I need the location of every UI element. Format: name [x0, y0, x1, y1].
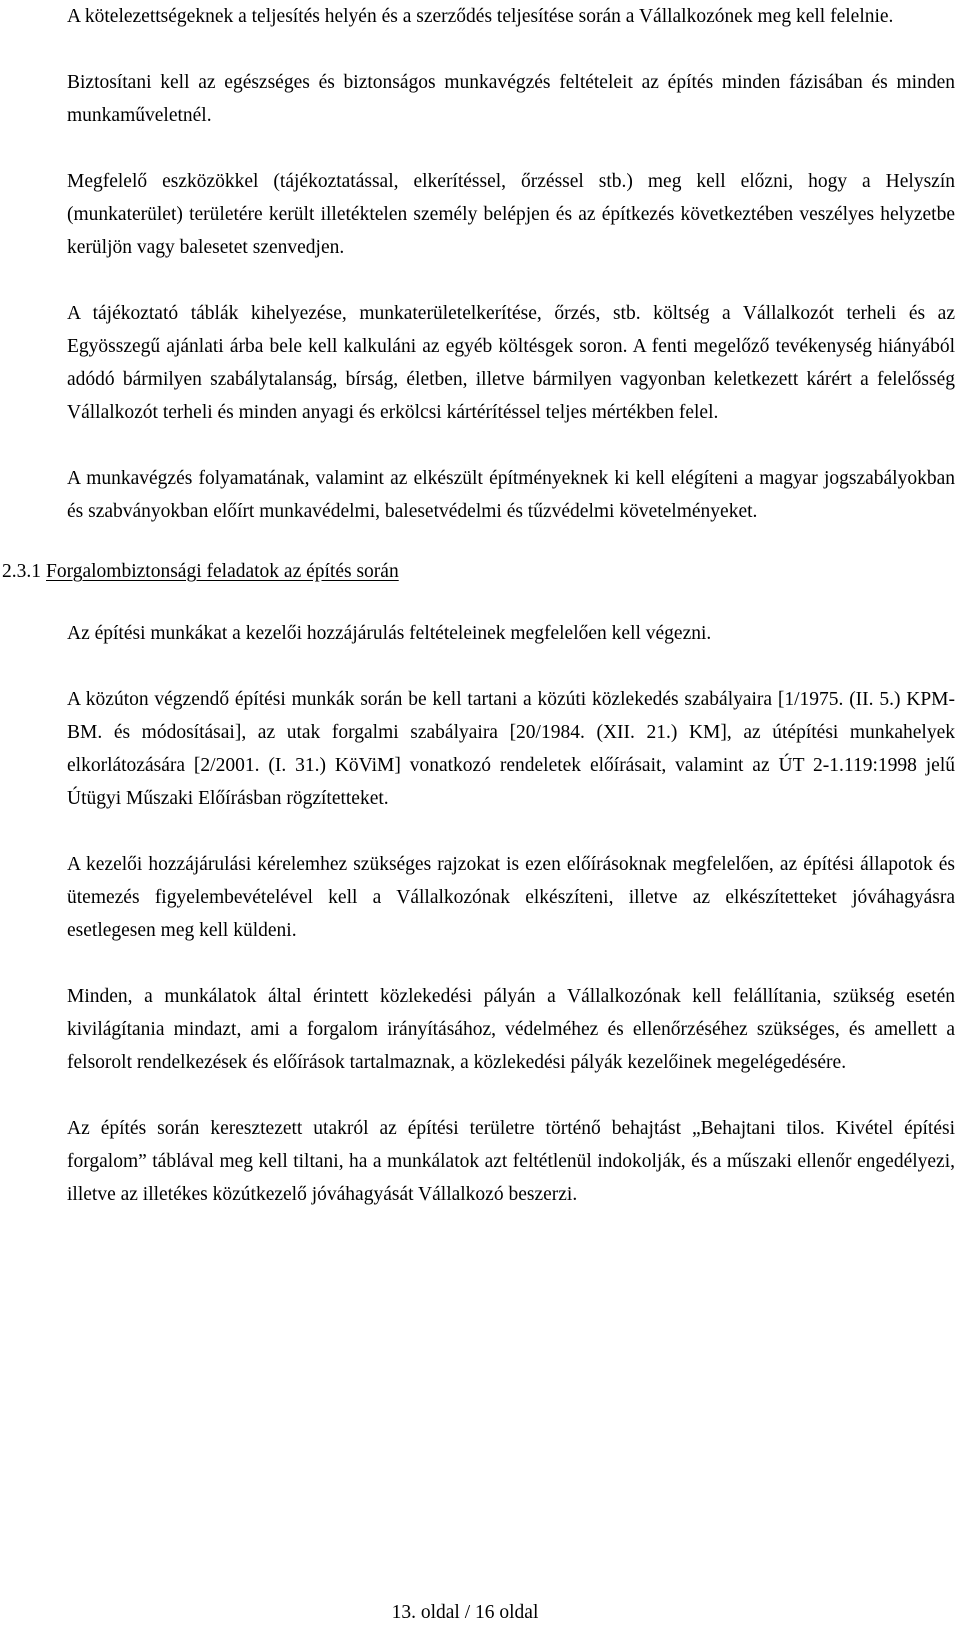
section-number: 2.3.1 [2, 561, 41, 582]
paragraph: Minden, a munkálatok által érintett közlekedési pályán a Vállalkozónak kell felállítania, szükség esetén kivilágítania mindazt, ami a forgalom irányításához, védelméhez és ellenőrzéséhez szükséges, és amellett a felsorolt rendelkezések és előírások tartalmaznak, a közlekedési pályák kezelőinek megelégedésére. [67, 986, 955, 1073]
section-title: Forgalombiztonsági feladatok az építés során [46, 561, 399, 582]
paragraph: A munkavégzés folyamatának, valamint az elkészült építményeknek ki kell elégíteni a magyar jogszabályokban és szabványokban előírt munkavédelmi, balesetvédelmi és tűzvédelmi követelményeket. [67, 468, 955, 522]
paragraph: Az építési munkákat a kezelői hozzájárulás feltételeinek megfelelően kell végezni. [67, 623, 712, 644]
paragraph: Megfelelő eszközökkel (tájékoztatással, elkerítéssel, őrzéssel stb.) meg kell előzni, hogy a Helyszín (munkaterület) területére került illetéktelen személy belépjen és az építkezés következtében veszélyes helyzetbe kerüljön vagy balesetet szenvedjen. [67, 171, 955, 258]
section-heading [0, 555, 955, 588]
paragraph: A közúton végzendő építési munkák során be kell tartani a közúti közlekedés szabályaira [1/1975. (II. 5.) KPM-BM. és módosításai], az utak forgalmi szabályaira [20/1984. (XII. 21.) KM], az útépítési munkahelyek elkorlátozására [2/2001. (I. 31.) KöViM] vonatkozó rendeletek előírásait, valamint az ÚT 2-1.119:1998 jelű Útügyi Műszaki Előírásban rögzítetteket. [67, 689, 955, 809]
paragraph: Biztosítani kell az egészséges és biztonságos munkavégzés feltételeit az építés minden fázisában és minden munkaműveletnél. [67, 72, 955, 126]
paragraph: Az építés során keresztezett utakról az építési területre történő behajtást „Behajtani tilos. Kivétel építési forgalom” táblával meg kell tiltani, ha a munkálatok azt feltétlenül indokolják, és a műszaki ellenőr engedélyezi, illetve az illetékes közútkezelő jóváhagyását Vállalkozó beszerzi. [67, 1118, 955, 1205]
paragraph: A tájékoztató táblák kihelyezése, munkaterületelkerítése, őrzés, stb. költség a Vállalkozót terheli és az Egyösszegű ajánlati árba bele kell kalkuláni az egyéb költésgek soron. A fenti megelőző tevékenység hiányából adódó bármilyen szabálytalanság, bírság, életben, illetve bármilyen vagyonban keletkezett kárért a felelősség Vállalkozót terheli és minden anyagi és erkölcsi kártérítéssel teljes mértékben felel. [67, 303, 955, 423]
paragraph: A kötelezettségeknek a teljesítés helyén és a szerződés teljesítése során a Vállalkozónek meg kell felelnie. [67, 6, 894, 27]
page-footer [0, 1598, 960, 1628]
document-body [2, 0, 955, 1211]
paragraph: A kezelői hozzájárulási kérelemhez szükséges rajzokat is ezen előírásoknak megfelelően, az építési állapotok és ütemezés figyelembevételével kell a Vállalkozónak elkészíteni, illetve az elkészítetteket jóváhagyásra esetlegesen meg kell küldeni. [67, 854, 955, 941]
page-number: 13. oldal / 16 oldal [391, 1602, 539, 1623]
